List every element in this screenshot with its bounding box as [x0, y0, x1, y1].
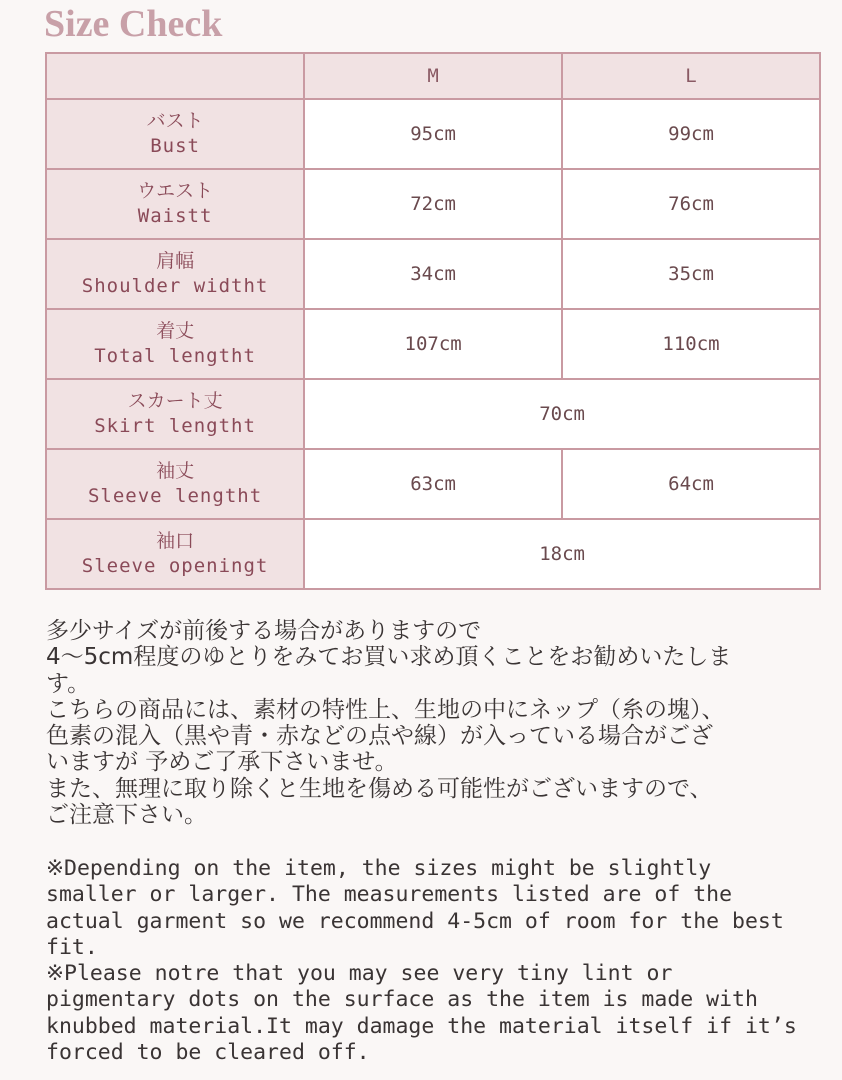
table-row: [46, 379, 820, 449]
table-row: [46, 519, 820, 589]
label-jp: 肩幅: [156, 250, 195, 272]
value-both: 18cm: [304, 519, 820, 589]
value-l: 99cm: [562, 99, 820, 169]
table-row: [46, 449, 820, 519]
note-line: actual garment so we recommend 4-5cm of room for the best: [46, 908, 784, 934]
label-jp: 袖口: [156, 530, 195, 552]
header-m: M: [304, 53, 562, 99]
note-line: す。: [46, 670, 91, 697]
note-line: 4〜5cm程度のゆとりをみてお買い求め頂くことをお勧めいたしま: [46, 644, 732, 671]
note-line: knubbed material.It may damage the material itself if it’s: [46, 1013, 797, 1039]
row-label: [46, 99, 304, 169]
page-title: Size Check: [44, 3, 223, 45]
label-en: Shoulder widtht: [81, 275, 269, 297]
row-label: [46, 309, 304, 379]
note-line: pigmentary dots on the surface as the item is made with: [46, 987, 758, 1013]
notes-english: [46, 856, 797, 1066]
row-label: [46, 379, 304, 449]
label-jp: 袖丈: [156, 460, 195, 482]
note-line: ※Depending on the item, the sizes might be slightly: [46, 856, 712, 881]
note-line: 色素の混入（黒や青・赤などの点や線）が入っている場合がござ: [46, 723, 713, 750]
note-line: smaller or larger. The measurements listed are of the: [46, 882, 733, 908]
value-both: 70cm: [304, 379, 820, 449]
label-en: Bust: [150, 135, 200, 157]
size-table: [45, 52, 821, 590]
value-l: 110cm: [562, 309, 820, 379]
value-m: 63cm: [304, 449, 562, 519]
label-en: Total lengtht: [94, 345, 256, 367]
value-l: 64cm: [562, 449, 820, 519]
row-label: [46, 449, 304, 519]
label-en: Skirt lengtht: [94, 415, 256, 437]
note-line: また、無理に取り除くと生地を傷める可能性がございますので、: [46, 775, 713, 802]
note-line: forced to be cleared off.: [46, 1040, 370, 1066]
note-line: こちらの商品には、素材の特性上、生地の中にネップ（糸の塊）、: [46, 696, 725, 723]
label-jp: バスト: [146, 110, 204, 132]
value-m: 95cm: [304, 99, 562, 169]
label-jp: 着丈: [156, 320, 195, 342]
value-m: 72cm: [304, 169, 562, 239]
label-en: Sleeve openingt: [81, 555, 269, 577]
row-label: [46, 239, 304, 309]
table-row: [46, 239, 820, 309]
note-line: いますが 予めご了承下さいませ。: [46, 749, 398, 776]
label-jp: スカート丈: [127, 390, 223, 412]
header-l: L: [562, 53, 820, 99]
value-m: 34cm: [304, 239, 562, 309]
note-line: ご注意下さい。: [46, 802, 207, 829]
notes-japanese: [46, 618, 731, 828]
table-row: [46, 169, 820, 239]
note-line: ※Please notre that you may see very tiny lint or: [46, 961, 673, 987]
note-line: 多少サイズが前後する場合がありますので: [46, 618, 482, 644]
row-label: [46, 519, 304, 589]
label-en: Sleeve lengtht: [87, 485, 263, 507]
note-line: fit.: [46, 934, 98, 960]
value-m: 107cm: [304, 309, 562, 379]
row-label: [46, 169, 304, 239]
value-l: 35cm: [562, 239, 820, 309]
value-l: 76cm: [562, 169, 820, 239]
header-empty: [46, 53, 304, 99]
label-en: Waistt: [137, 205, 213, 227]
label-jp: ウエスト: [137, 180, 214, 202]
table-row: [46, 309, 820, 379]
table-row: [46, 99, 820, 169]
